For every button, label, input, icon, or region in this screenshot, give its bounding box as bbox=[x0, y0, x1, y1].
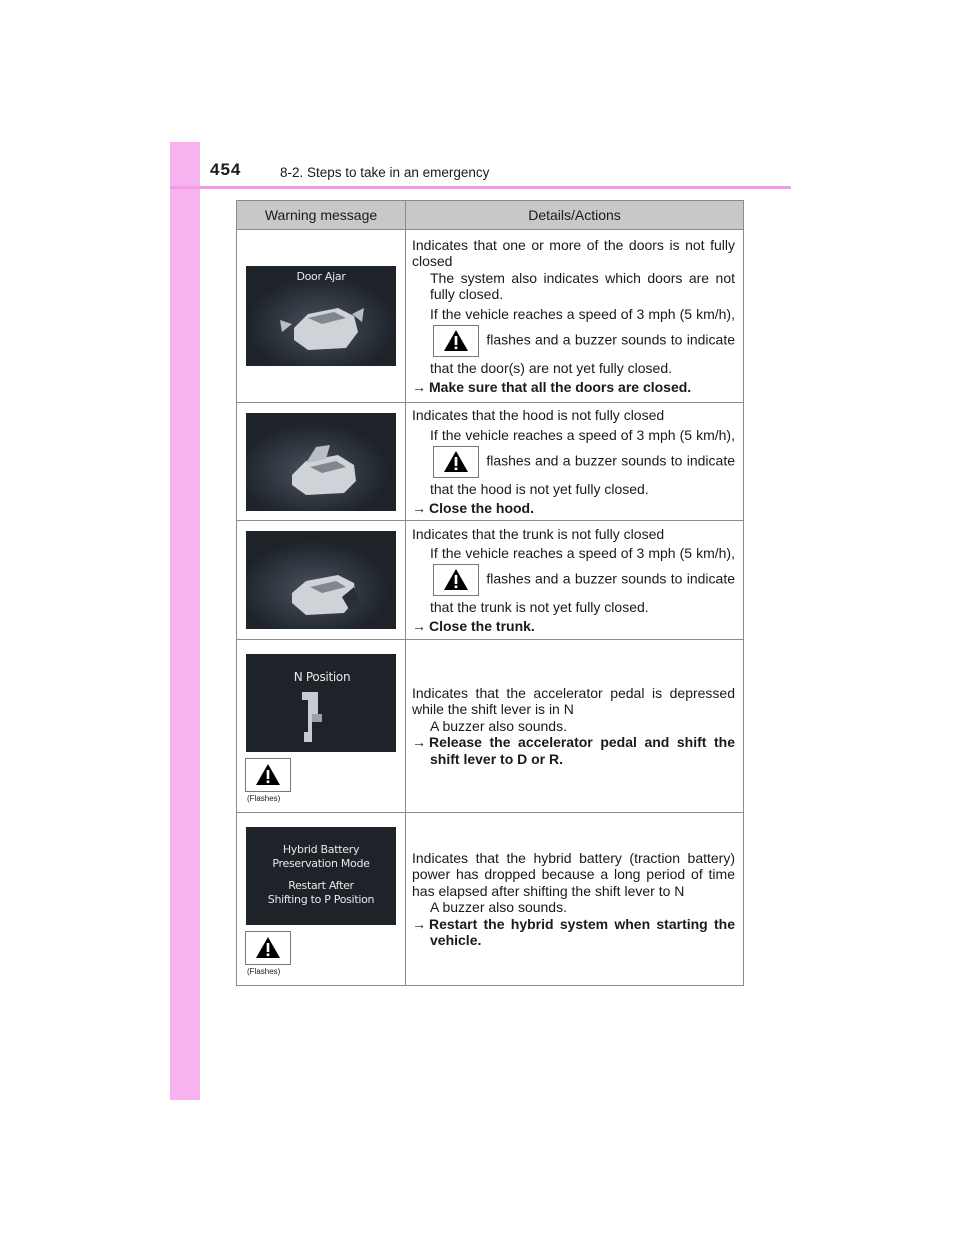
action-label: Make sure that all the doors are closed. bbox=[429, 378, 692, 395]
action-label: Close the trunk. bbox=[429, 618, 535, 634]
warning-triangle-icon bbox=[245, 758, 291, 792]
arrow-icon: → bbox=[412, 734, 426, 751]
details-cell bbox=[406, 813, 744, 986]
speed-after: flashes and a buzzer sounds to indicate that the trunk is not yet fully closed. bbox=[430, 570, 735, 615]
warning-triangle-icon bbox=[433, 446, 479, 478]
warning-triangle-icon bbox=[433, 325, 479, 357]
speed-before: If the vehicle reaches a speed of 3 mph (5 km/h), bbox=[430, 305, 735, 322]
hood-open-screen bbox=[246, 413, 396, 511]
summary-text: Indicates that the trunk is not fully closed bbox=[412, 525, 665, 542]
table-row bbox=[237, 230, 744, 403]
action-text bbox=[412, 916, 735, 949]
details-cell bbox=[406, 640, 744, 813]
table-row bbox=[237, 521, 744, 640]
details-cell bbox=[406, 403, 744, 521]
speed-warning-text bbox=[412, 424, 735, 500]
trunk-open-screen bbox=[246, 531, 396, 629]
speed-before: If the vehicle reaches a speed of 3 mph (5 km/h), bbox=[430, 545, 735, 561]
screen-line-4: Shifting to P Position bbox=[267, 893, 375, 906]
warning-image-cell bbox=[237, 230, 406, 403]
screen-line-2: Preservation Mode bbox=[272, 857, 370, 870]
warning-table bbox=[236, 200, 744, 986]
details-cell bbox=[406, 521, 744, 640]
action-label: Release the accelerator pedal and shift the shift lever to D or R. bbox=[429, 734, 735, 767]
action-text bbox=[412, 379, 735, 396]
table-header-row bbox=[237, 201, 744, 230]
action-text bbox=[412, 734, 735, 767]
table-row bbox=[237, 813, 744, 986]
action-label: Close the hood. bbox=[429, 499, 534, 516]
details-cell bbox=[406, 230, 744, 403]
warning-triangle-icon bbox=[433, 564, 479, 596]
flashes-label: (Flashes) bbox=[247, 794, 281, 803]
car-hood-open-icon bbox=[246, 413, 396, 511]
note-text: The system also indicates which doors are not fully closed. bbox=[430, 269, 735, 303]
summary-text: Indicates that the hood is not fully closed bbox=[412, 407, 665, 423]
car-trunk-open-icon bbox=[246, 531, 396, 629]
col-warning-message: Warning message bbox=[237, 201, 406, 230]
warning-image-cell bbox=[237, 813, 406, 986]
arrow-icon: → bbox=[412, 499, 426, 516]
hybrid-battery-screen bbox=[246, 827, 396, 925]
note-text: A buzzer also sounds. bbox=[430, 899, 567, 915]
action-text bbox=[412, 618, 735, 635]
table-row bbox=[237, 640, 744, 813]
chapter-side-tab bbox=[170, 142, 200, 1100]
arrow-icon: → bbox=[412, 915, 426, 932]
col-details-actions: Details/Actions bbox=[406, 201, 744, 230]
screen-title: Door Ajar bbox=[296, 270, 346, 283]
note-text: A buzzer also sounds. bbox=[430, 717, 567, 734]
speed-warning-text bbox=[412, 542, 735, 618]
page-number: 454 bbox=[210, 160, 242, 179]
table-row bbox=[237, 403, 744, 521]
speed-before: If the vehicle reaches a speed of 3 mph (5 km/h), bbox=[430, 426, 735, 443]
arrow-icon: → bbox=[412, 378, 426, 395]
summary-text: Indicates that one or more of the doors is not fully closed bbox=[412, 236, 735, 270]
screen-line-3: Restart After bbox=[288, 879, 354, 892]
summary-text: Indicates that the hybrid battery (traction battery) power has dropped because a long period of time has elapsed after shifting the shift lever to N bbox=[412, 849, 735, 899]
speed-after: flashes and a buzzer sounds to indicate that the door(s) are not yet fully closed. bbox=[430, 331, 735, 376]
arrow-icon: → bbox=[412, 618, 426, 634]
flashes-label: (Flashes) bbox=[247, 967, 281, 976]
speed-warning-text bbox=[412, 303, 735, 379]
screen-title: N Position bbox=[293, 670, 351, 684]
summary-text: Indicates that the accelerator pedal is depressed while the shift lever is in N bbox=[412, 684, 735, 718]
screen-line-1: Hybrid Battery bbox=[282, 843, 360, 856]
speed-after: flashes and a buzzer sounds to indicate that the hood is not yet fully closed. bbox=[430, 452, 735, 497]
n-position-screen bbox=[246, 654, 396, 752]
door-ajar-screen bbox=[246, 266, 396, 366]
section-title: 8-2. Steps to take in an emergency bbox=[280, 165, 490, 180]
shift-gate-icon bbox=[246, 654, 396, 752]
warning-image-cell bbox=[237, 521, 406, 640]
header-rule bbox=[170, 186, 791, 189]
warning-image-cell bbox=[237, 403, 406, 521]
warning-triangle-icon bbox=[245, 931, 291, 965]
warning-image-cell bbox=[237, 640, 406, 813]
action-label: Restart the hybrid system when starting the vehicle. bbox=[429, 915, 735, 948]
action-text bbox=[412, 500, 735, 517]
